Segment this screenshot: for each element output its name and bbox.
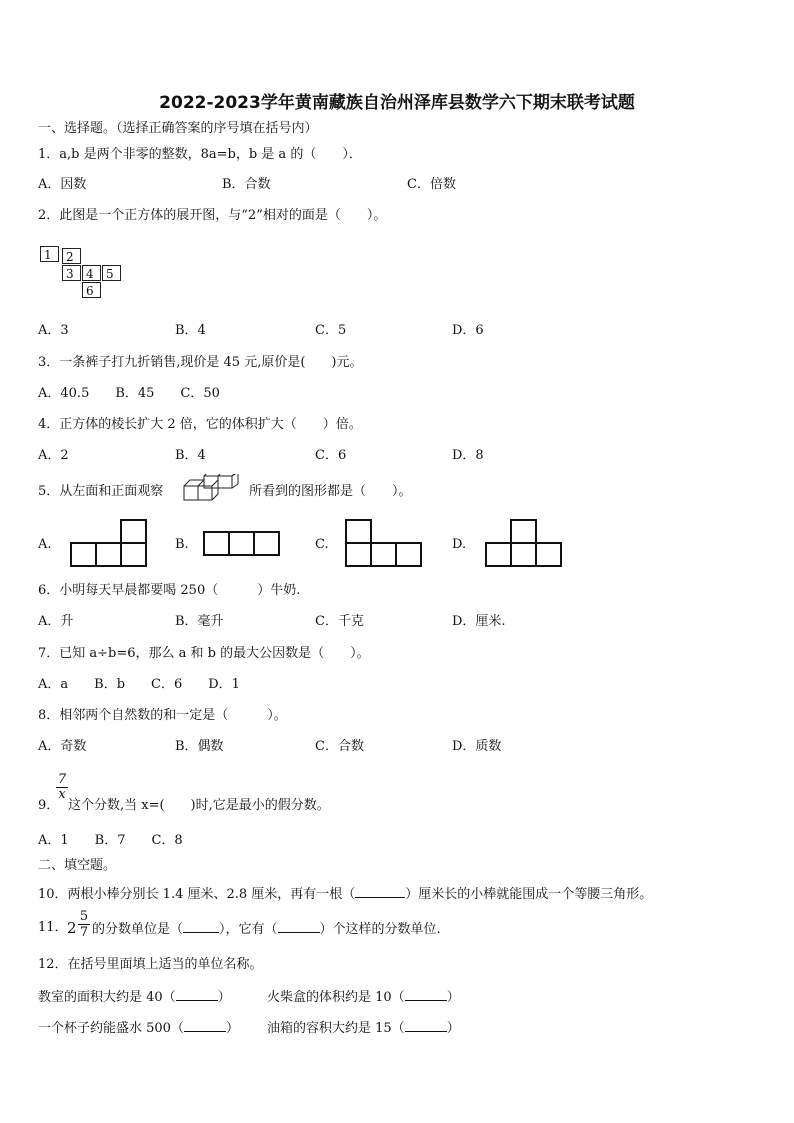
q12-stem: 12．在括号里面填上适当的单位名称。 [38, 957, 263, 972]
q12-cup-close: ） [225, 1021, 239, 1036]
q11-text-a: 的分数单位是（ [92, 922, 184, 937]
q2-option-d: D．6 [452, 323, 484, 338]
q10-text [38, 885, 652, 903]
q12-matchbox-blank[interactable] [405, 988, 447, 1001]
q6-stem: 6．小明每天早晨都要喝 250（ ）牛奶. [38, 583, 301, 598]
q1-option-b: B．合数 [222, 177, 271, 192]
q6-option-c: C．千克 [315, 614, 364, 629]
q2-option-c: C．5 [315, 323, 347, 338]
q2-stem: 2．此图是一个正方体的展开图，与“2”相对的面是（ ）。 [38, 208, 387, 223]
q1-option-c: C．倍数 [407, 177, 456, 192]
q12-matchbox-text: 火柴盒的体积约是 10（ [267, 990, 405, 1005]
net-face-1: 1 [40, 246, 59, 262]
q1-option-a: A．因数 [38, 177, 87, 192]
q4-option-a: A．2 [38, 448, 69, 463]
q12-cup-text: 一个杯子约能盛水 500（ [38, 1021, 184, 1036]
q12-row2-left [38, 1019, 239, 1037]
q8-option-c: C．合数 [315, 739, 364, 754]
q8-stem: 8．相邻两个自然数的和一定是（ ）。 [38, 708, 287, 723]
q12-cup-blank[interactable] [184, 1019, 226, 1032]
q12-classroom-text: 教室的面积大约是 40（ [38, 990, 176, 1005]
net-face-6: 6 [82, 282, 101, 298]
q7-stem: 7．已知 a÷b=6，那么 a 和 b 的最大公因数是（ ）。 [38, 646, 370, 661]
q8-option-d: D．质数 [452, 739, 502, 754]
net-face-5: 5 [102, 265, 121, 281]
q8-option-a: A．奇数 [38, 739, 87, 754]
q11-text [92, 920, 441, 938]
q11-numerator: 5 [79, 909, 89, 924]
q5-option-d-figure [485, 518, 565, 568]
q11-blank-count[interactable] [278, 920, 320, 933]
q12-row1-left [38, 988, 231, 1006]
q5-option-b-figure [203, 530, 281, 558]
q7-options: A．a B．b C．6 D．1 [38, 677, 240, 692]
cube-net-figure [40, 246, 124, 302]
q12-matchbox-close: ） [446, 990, 460, 1005]
q3-options: A．40.5 B．45 C．50 [38, 386, 220, 401]
q6-option-d: D．厘米. [452, 614, 506, 629]
q2-option-b: B．4 [175, 323, 206, 338]
q11-blank-unit[interactable] [183, 920, 219, 933]
q5-stem-start: 5．从左面和正面观察 [38, 484, 164, 499]
q9-stem: 这个分数,当 x=( )时,它是最小的假分数。 [68, 798, 330, 813]
q11-text-c: ）个这样的分数单位. [319, 922, 441, 937]
q4-option-b: B．4 [175, 448, 206, 463]
q4-stem: 4．正方体的棱长扩大 2 倍，它的体积扩大（ ）倍。 [38, 417, 362, 432]
q9-numerator: 7 [57, 772, 67, 787]
q4-option-d: D．8 [452, 448, 484, 463]
q12-tank-close: ） [446, 1021, 460, 1036]
q9-number: 9． [38, 798, 60, 813]
q5-stem-end: 所看到的图形都是（ ）。 [249, 484, 412, 499]
q12-classroom-blank[interactable] [176, 988, 218, 1001]
q5-option-a-figure [70, 518, 150, 568]
q5-option-c-figure [345, 518, 425, 568]
q12-classroom-close: ） [217, 990, 231, 1005]
q9-denominator: x [56, 787, 68, 802]
q10-text-start: 10．两根小棒分别长 1.4 厘米、2.8 厘米，再有一根（ [38, 887, 356, 902]
q5-option-c-label: C. [315, 537, 329, 552]
q8-option-b: B．偶数 [175, 739, 224, 754]
q9-options: A．1 B．7 C．8 [38, 833, 183, 848]
q10-answer-blank[interactable] [355, 885, 405, 898]
q5-option-a-label: A. [38, 537, 52, 552]
cube-stack-3d-figure [180, 474, 244, 504]
q12-row2-right [267, 1019, 460, 1037]
q5-option-d-label: D. [452, 537, 467, 552]
q11-fraction [78, 909, 90, 940]
q6-option-a: A．升 [38, 614, 74, 629]
q3-stem: 3．一条裤子打九折销售,现价是 45 元,原价是( )元。 [38, 355, 363, 370]
q1-stem: 1．a,b 是两个非零的整数，8a=b，b 是 a 的（ ）． [38, 147, 362, 162]
q11-denominator: 7 [79, 925, 89, 940]
net-face-2: 2 [62, 248, 81, 264]
exam-title: 2022-2023学年黄南藏族自治州泽库县数学六下期末联考试题 [159, 93, 635, 113]
q11-whole: 2 [67, 919, 77, 937]
net-face-4: 4 [82, 265, 101, 281]
q4-option-c: C．6 [315, 448, 347, 463]
q2-option-a: A．3 [38, 323, 69, 338]
section-fill-heading: 二、填空题。 [38, 858, 117, 873]
q11-number: 11． [38, 920, 68, 935]
section-choice-heading: 一、选择题。（选择正确答案的序号填在括号内） [38, 121, 318, 136]
q11-text-b: ），它有（ [219, 922, 278, 937]
q5-option-b-label: B. [175, 537, 189, 552]
q10-text-end: ）厘米长的小棒就能围成一个等腰三角形。 [405, 887, 653, 902]
net-face-3: 3 [62, 265, 81, 281]
q12-tank-blank[interactable] [405, 1019, 447, 1032]
q12-tank-text: 油箱的容积大约是 15（ [267, 1021, 405, 1036]
q12-row1-right [267, 988, 460, 1006]
q6-option-b: B．毫升 [175, 614, 224, 629]
